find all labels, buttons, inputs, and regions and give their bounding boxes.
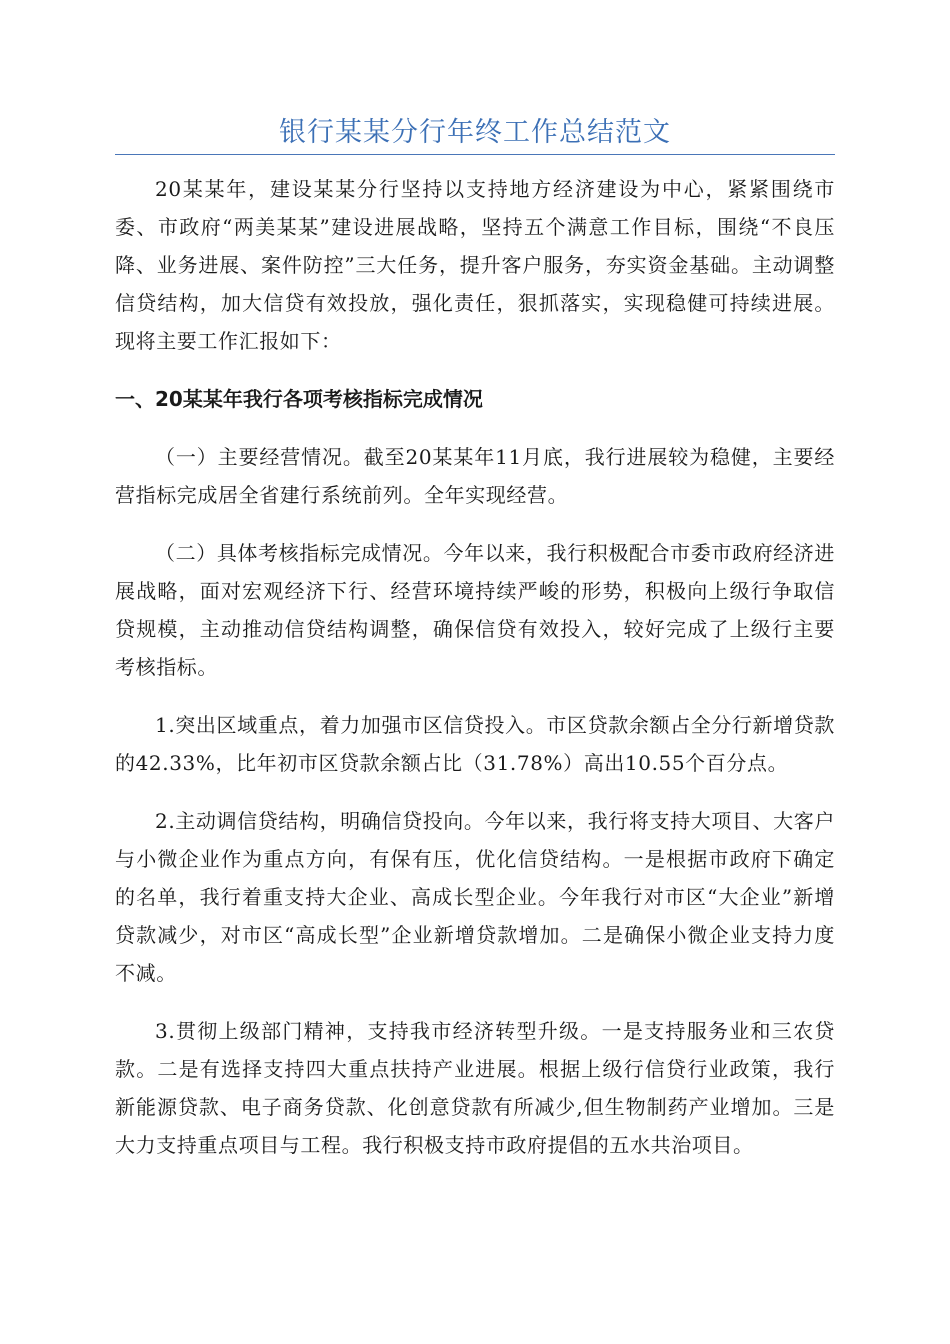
item-paragraph-1: 1.突出区域重点，着力加强市区信贷投入。市区贷款余额占全分行新增贷款的42.33%，比年初市区贷款余额占比（31.78%）高出10.55个百分点。 <box>115 713 835 775</box>
intro-paragraph: 20某某年，建设某某分行坚持以支持地方经济建设为中心，紧紧围绕市委、市政府“两美某某”建设进展战略，坚持五个满意工作目标，围绕“不良压降、业务进展、案件防控”三大任务，提升客户服务，夯实资金基础。主动调整信贷结构，加大信贷有效投放，强化责任，狠抓落实，实现稳健可持续进展。现将主要工作汇报如下： <box>115 177 835 353</box>
section-heading: 一、20某某年我行各项考核指标完成情况 <box>115 387 483 411</box>
subsection-paragraph-2: （二）具体考核指标完成情况。今年以来，我行积极配合市委市政府经济进展战略，面对宏观经济下行、经营环境持续严峻的形势，积极向上级行争取信贷规模，主动推动信贷结构调整，确保信贷有效投入，较好完成了上级行主要考核指标。 <box>115 541 835 679</box>
subsection-paragraph-1: （一）主要经营情况。截至20某某年11月底，我行进展较为稳健，主要经营指标完成居全省建行系统前列。全年实现经营。 <box>115 445 835 507</box>
document-title: 银行某某分行年终工作总结范文 <box>279 117 671 148</box>
item-paragraph-3: 3.贯彻上级部门精神，支持我市经济转型升级。一是支持服务业和三农贷款。二是有选择支持四大重点扶持产业进展。根据上级行信贷行业政策，我行新能源贷款、电子商务贷款、化创意贷款有所减少,但生物制药产业增加。三是大力支持重点项目与工程。我行积极支持市政府提倡的五水共治项目。 <box>115 1019 835 1157</box>
title-underline <box>115 154 835 155</box>
item-paragraph-2: 2.主动调信贷结构，明确信贷投向。今年以来，我行将支持大项目、大客户与小微企业作为重点方向，有保有压，优化信贷结构。一是根据市政府下确定的名单，我行着重支持大企业、高成长型企业。今年我行对市区“大企业”新增贷款减少，对市区“高成长型”企业新增贷款增加。二是确保小微企业支持力度不减。 <box>115 809 835 985</box>
document-body <box>115 170 835 1184</box>
